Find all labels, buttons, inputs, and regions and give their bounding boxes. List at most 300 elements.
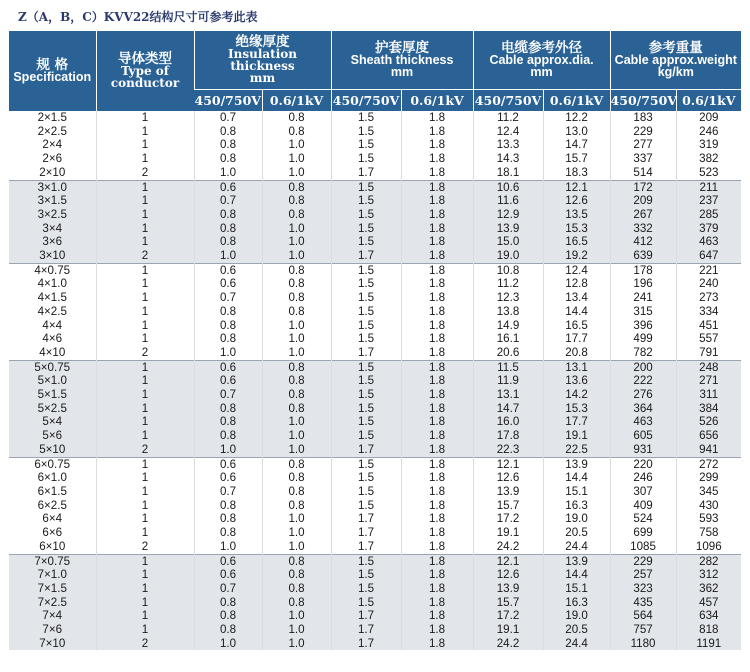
weight-450-750v-cell: 499 bbox=[610, 332, 676, 346]
weight-0.6-1kv-cell: 656 bbox=[676, 429, 741, 443]
sheath-450-750v-cell: 1.5 bbox=[331, 554, 401, 568]
diameter-450-750v-cell: 14.3 bbox=[473, 152, 543, 166]
conductor-type-cell: 1 bbox=[96, 512, 194, 526]
diameter-450-750v-cell: 19.1 bbox=[473, 623, 543, 637]
sheath-450-750v-cell: 1.7 bbox=[331, 609, 401, 623]
spec-cell: 3×6 bbox=[9, 235, 96, 249]
insulation-450-750v-cell: 0.8 bbox=[194, 526, 262, 540]
conductor-type-cell: 1 bbox=[96, 319, 194, 333]
table-row bbox=[9, 346, 741, 360]
weight-450-750v-cell: 782 bbox=[610, 346, 676, 360]
spec-cell: 7×4 bbox=[9, 609, 96, 623]
conductor-type-cell: 1 bbox=[96, 332, 194, 346]
table-row bbox=[9, 180, 741, 194]
table-row bbox=[9, 623, 741, 637]
table-row bbox=[9, 305, 741, 319]
diameter-0.6-1kv-cell: 14.4 bbox=[543, 471, 610, 485]
conductor-type-cell: 1 bbox=[96, 138, 194, 152]
insulation-0.6-1kv-cell: 0.8 bbox=[262, 305, 331, 319]
header-conductor-type: 导体类型 Type of conductor bbox=[96, 31, 194, 112]
insulation-450-750v-cell: 0.6 bbox=[194, 277, 262, 291]
table-title: Z（A，B，C）KVV22结构尺寸可参考此表 bbox=[18, 10, 258, 24]
sheath-450-750v-cell: 1.5 bbox=[331, 582, 401, 596]
weight-450-750v-cell: 200 bbox=[610, 360, 676, 374]
diameter-450-750v-cell: 11.2 bbox=[473, 277, 543, 291]
sheath-0.6-1kv-cell: 1.8 bbox=[401, 568, 473, 582]
sheath-450-750v-cell: 1.5 bbox=[331, 457, 401, 471]
diameter-0.6-1kv-cell: 12.8 bbox=[543, 277, 610, 291]
spec-cell: 2×1.5 bbox=[9, 111, 96, 125]
sheath-0.6-1kv-cell: 1.8 bbox=[401, 125, 473, 139]
insulation-450-750v-cell: 0.8 bbox=[194, 152, 262, 166]
diameter-450-750v-cell: 13.9 bbox=[473, 582, 543, 596]
weight-450-750v-cell: 699 bbox=[610, 526, 676, 540]
weight-0.6-1kv-cell: 362 bbox=[676, 582, 741, 596]
diameter-0.6-1kv: 0.6/1kV bbox=[543, 90, 610, 112]
sheath-0.6-1kv-cell: 1.8 bbox=[401, 540, 473, 554]
diameter-450-750v-cell: 10.6 bbox=[473, 180, 543, 194]
diameter-0.6-1kv-cell: 19.0 bbox=[543, 512, 610, 526]
sheath-0.6-1kv-cell: 1.8 bbox=[401, 485, 473, 499]
diameter-0.6-1kv-cell: 13.4 bbox=[543, 291, 610, 305]
table-row bbox=[9, 360, 741, 374]
insulation-450-750v-cell: 0.8 bbox=[194, 415, 262, 429]
insulation-0.6-1kv-cell: 0.8 bbox=[262, 194, 331, 208]
sheath-450-750v-cell: 1.5 bbox=[331, 388, 401, 402]
table-row bbox=[9, 637, 741, 651]
weight-0.6-1kv-cell: 463 bbox=[676, 235, 741, 249]
sheath-450-750v-cell: 1.5 bbox=[331, 402, 401, 416]
insulation-0.6-1kv-cell: 0.8 bbox=[262, 582, 331, 596]
weight-450-750v-cell: 307 bbox=[610, 485, 676, 499]
insulation-450-750v-cell: 0.7 bbox=[194, 485, 262, 499]
conductor-type-cell: 2 bbox=[96, 166, 194, 180]
spec-cell: 3×1.0 bbox=[9, 180, 96, 194]
spec-cell: 6×1.5 bbox=[9, 485, 96, 499]
diameter-450-750v-cell: 12.1 bbox=[473, 457, 543, 471]
insulation-0.6-1kv-cell: 1.0 bbox=[262, 332, 331, 346]
weight-0.6-1kv-cell: 282 bbox=[676, 554, 741, 568]
insulation-450-750v-cell: 0.6 bbox=[194, 554, 262, 568]
insulation-0.6-1kv-cell: 1.0 bbox=[262, 249, 331, 263]
sheath-450-750v-cell: 1.7 bbox=[331, 443, 401, 457]
diameter-450-750v-cell: 11.2 bbox=[473, 111, 543, 125]
insulation-450-750v-cell: 1.0 bbox=[194, 443, 262, 457]
insulation-0.6-1kv-cell: 0.8 bbox=[262, 125, 331, 139]
sheath-450-750v-cell: 1.5 bbox=[331, 263, 401, 277]
diameter-450-750v-cell: 11.6 bbox=[473, 194, 543, 208]
table-row bbox=[9, 319, 741, 333]
spec-cell: 7×0.75 bbox=[9, 554, 96, 568]
sheath-0.6-1kv-cell: 1.8 bbox=[401, 623, 473, 637]
sheath-0.6-1kv-cell: 1.8 bbox=[401, 263, 473, 277]
sheath-0.6-1kv-cell: 1.8 bbox=[401, 374, 473, 388]
insulation-0.6-1kv-cell: 0.8 bbox=[262, 554, 331, 568]
diameter-0.6-1kv-cell: 12.1 bbox=[543, 180, 610, 194]
diameter-0.6-1kv-cell: 13.6 bbox=[543, 374, 610, 388]
diameter-0.6-1kv-cell: 13.5 bbox=[543, 208, 610, 222]
conductor-type-cell: 1 bbox=[96, 111, 194, 125]
sheath-0.6-1kv-cell: 1.8 bbox=[401, 332, 473, 346]
diameter-0.6-1kv-cell: 18.3 bbox=[543, 166, 610, 180]
diameter-0.6-1kv-cell: 16.3 bbox=[543, 596, 610, 610]
insulation-450-750v-cell: 1.0 bbox=[194, 637, 262, 651]
spec-cell: 4×1.0 bbox=[9, 277, 96, 291]
table-row bbox=[9, 194, 741, 208]
weight-0.6-1kv-cell: 526 bbox=[676, 415, 741, 429]
weight-0.6-1kv-cell: 345 bbox=[676, 485, 741, 499]
insulation-0.6-1kv-cell: 1.0 bbox=[262, 623, 331, 637]
diameter-0.6-1kv-cell: 17.7 bbox=[543, 415, 610, 429]
table-row bbox=[9, 138, 741, 152]
sheath-0.6-1kv-cell: 1.8 bbox=[401, 138, 473, 152]
weight-450-750v-cell: 323 bbox=[610, 582, 676, 596]
conductor-type-cell: 1 bbox=[96, 360, 194, 374]
insulation-0.6-1kv-cell: 1.0 bbox=[262, 609, 331, 623]
diameter-450-750v-cell: 12.9 bbox=[473, 208, 543, 222]
conductor-type-cell: 1 bbox=[96, 499, 194, 513]
weight-0.6-1kv-cell: 457 bbox=[676, 596, 741, 610]
diameter-0.6-1kv-cell: 15.3 bbox=[543, 402, 610, 416]
diameter-0.6-1kv-cell: 12.6 bbox=[543, 194, 610, 208]
diameter-450-750v-cell: 22.3 bbox=[473, 443, 543, 457]
weight-0.6-1kv-cell: 557 bbox=[676, 332, 741, 346]
diameter-450-750v: 450/750V bbox=[473, 90, 543, 112]
weight-0.6-1kv-cell: 647 bbox=[676, 249, 741, 263]
diameter-450-750v-cell: 14.7 bbox=[473, 402, 543, 416]
spec-cell: 6×4 bbox=[9, 512, 96, 526]
conductor-type-cell: 1 bbox=[96, 582, 194, 596]
header-sheath: 护套厚度 Sheath thickness mm bbox=[331, 31, 473, 90]
insulation-450-750v-cell: 1.0 bbox=[194, 346, 262, 360]
insulation-0.6-1kv-cell: 0.8 bbox=[262, 471, 331, 485]
diameter-450-750v-cell: 11.9 bbox=[473, 374, 543, 388]
spec-cell: 3×1.5 bbox=[9, 194, 96, 208]
sheath-450-750v-cell: 1.5 bbox=[331, 374, 401, 388]
insulation-450-750v-cell: 0.6 bbox=[194, 471, 262, 485]
insulation-450-750v-cell: 0.8 bbox=[194, 596, 262, 610]
weight-0.6-1kv-cell: 312 bbox=[676, 568, 741, 582]
spec-cell: 4×4 bbox=[9, 319, 96, 333]
table-row bbox=[9, 249, 741, 263]
conductor-type-cell: 1 bbox=[96, 415, 194, 429]
weight-450-750v-cell: 276 bbox=[610, 388, 676, 402]
insulation-450-750v-cell: 0.8 bbox=[194, 125, 262, 139]
sheath-450-750v-cell: 1.7 bbox=[331, 512, 401, 526]
diameter-450-750v-cell: 12.6 bbox=[473, 568, 543, 582]
spec-cell: 4×1.5 bbox=[9, 291, 96, 305]
insulation-450-750v-cell: 0.8 bbox=[194, 138, 262, 152]
diameter-450-750v-cell: 10.8 bbox=[473, 263, 543, 277]
conductor-type-cell: 1 bbox=[96, 125, 194, 139]
insulation-0.6-1kv-cell: 0.8 bbox=[262, 388, 331, 402]
weight-450-750v-cell: 1085 bbox=[610, 540, 676, 554]
diameter-450-750v-cell: 24.2 bbox=[473, 637, 543, 651]
diameter-450-750v-cell: 24.2 bbox=[473, 540, 543, 554]
table-row bbox=[9, 235, 741, 249]
insulation-450-750v-cell: 1.0 bbox=[194, 249, 262, 263]
weight-0.6-1kv-cell: 285 bbox=[676, 208, 741, 222]
insulation-0.6-1kv-cell: 1.0 bbox=[262, 152, 331, 166]
sheath-0.6-1kv-cell: 1.8 bbox=[401, 388, 473, 402]
weight-0.6-1kv-cell: 758 bbox=[676, 526, 741, 540]
table-body bbox=[9, 111, 741, 650]
weight-450-750v-cell: 364 bbox=[610, 402, 676, 416]
weight-450-750v-cell: 1180 bbox=[610, 637, 676, 651]
sheath-0.6-1kv-cell: 1.8 bbox=[401, 402, 473, 416]
sheath-0.6-1kv-cell: 1.8 bbox=[401, 222, 473, 236]
weight-0.6-1kv-cell: 941 bbox=[676, 443, 741, 457]
sheath-0.6-1kv-cell: 1.8 bbox=[401, 609, 473, 623]
diameter-450-750v-cell: 12.6 bbox=[473, 471, 543, 485]
conductor-type-cell: 1 bbox=[96, 623, 194, 637]
sheath-450-750v-cell: 1.5 bbox=[331, 596, 401, 610]
sheath-0.6-1kv-cell: 1.8 bbox=[401, 180, 473, 194]
conductor-type-cell: 1 bbox=[96, 596, 194, 610]
conductor-type-cell: 1 bbox=[96, 235, 194, 249]
spec-cell: 2×6 bbox=[9, 152, 96, 166]
spec-cell: 6×1.0 bbox=[9, 471, 96, 485]
weight-450-750v-cell: 246 bbox=[610, 471, 676, 485]
insulation-0.6-1kv-cell: 0.8 bbox=[262, 208, 331, 222]
sheath-450-750v-cell: 1.5 bbox=[331, 277, 401, 291]
table-row bbox=[9, 568, 741, 582]
insulation-450-750v-cell: 0.6 bbox=[194, 263, 262, 277]
weight-0.6-1kv-cell: 791 bbox=[676, 346, 741, 360]
diameter-450-750v-cell: 13.3 bbox=[473, 138, 543, 152]
weight-0.6-1kv-cell: 237 bbox=[676, 194, 741, 208]
weight-450-750v-cell: 463 bbox=[610, 415, 676, 429]
diameter-450-750v-cell: 15.7 bbox=[473, 499, 543, 513]
insulation-450-750v-cell: 0.8 bbox=[194, 319, 262, 333]
diameter-450-750v-cell: 19.0 bbox=[473, 249, 543, 263]
table-row bbox=[9, 166, 741, 180]
sheath-450-750v-cell: 1.7 bbox=[331, 526, 401, 540]
spec-cell: 5×4 bbox=[9, 415, 96, 429]
weight-450-750v: 450/750V bbox=[610, 90, 676, 112]
insulation-450-750v-cell: 0.7 bbox=[194, 582, 262, 596]
diameter-0.6-1kv-cell: 16.5 bbox=[543, 235, 610, 249]
spec-cell: 6×0.75 bbox=[9, 457, 96, 471]
table-row bbox=[9, 457, 741, 471]
weight-0.6-1kv-cell: 240 bbox=[676, 277, 741, 291]
weight-0.6-1kv-cell: 211 bbox=[676, 180, 741, 194]
table-row bbox=[9, 388, 741, 402]
spec-cell: 7×1.5 bbox=[9, 582, 96, 596]
insulation-450-750v-cell: 0.8 bbox=[194, 609, 262, 623]
weight-450-750v-cell: 931 bbox=[610, 443, 676, 457]
insulation-0.6-1kv-cell: 0.8 bbox=[262, 277, 331, 291]
insulation-0.6-1kv-cell: 0.8 bbox=[262, 360, 331, 374]
diameter-450-750v-cell: 13.9 bbox=[473, 485, 543, 499]
weight-450-750v-cell: 178 bbox=[610, 263, 676, 277]
weight-450-750v-cell: 757 bbox=[610, 623, 676, 637]
weight-0.6-1kv-cell: 248 bbox=[676, 360, 741, 374]
weight-0.6-1kv-cell: 334 bbox=[676, 305, 741, 319]
weight-0.6-1kv-cell: 271 bbox=[676, 374, 741, 388]
diameter-0.6-1kv-cell: 20.5 bbox=[543, 526, 610, 540]
table-row bbox=[9, 208, 741, 222]
spec-cell: 5×10 bbox=[9, 443, 96, 457]
weight-0.6-1kv-cell: 384 bbox=[676, 402, 741, 416]
conductor-type-cell: 1 bbox=[96, 457, 194, 471]
weight-450-750v-cell: 435 bbox=[610, 596, 676, 610]
weight-450-750v-cell: 337 bbox=[610, 152, 676, 166]
insulation-0.6-1kv-cell: 1.0 bbox=[262, 235, 331, 249]
conductor-type-cell: 1 bbox=[96, 429, 194, 443]
insulation-450-750v-cell: 0.6 bbox=[194, 568, 262, 582]
sheath-450-750v-cell: 1.5 bbox=[331, 291, 401, 305]
weight-450-750v-cell: 257 bbox=[610, 568, 676, 582]
spec-cell: 7×2.5 bbox=[9, 596, 96, 610]
weight-450-750v-cell: 229 bbox=[610, 554, 676, 568]
table-row bbox=[9, 111, 741, 125]
weight-450-750v-cell: 315 bbox=[610, 305, 676, 319]
sheath-450-750v-cell: 1.5 bbox=[331, 305, 401, 319]
sheath-0.6-1kv-cell: 1.8 bbox=[401, 249, 473, 263]
diameter-450-750v-cell: 12.3 bbox=[473, 291, 543, 305]
table-row bbox=[9, 609, 741, 623]
insulation-0.6-1kv-cell: 0.8 bbox=[262, 485, 331, 499]
weight-450-750v-cell: 222 bbox=[610, 374, 676, 388]
table-row bbox=[9, 512, 741, 526]
spec-cell: 4×2.5 bbox=[9, 305, 96, 319]
sheath-450-750v-cell: 1.5 bbox=[331, 319, 401, 333]
sheath-0.6-1kv-cell: 1.8 bbox=[401, 512, 473, 526]
weight-450-750v-cell: 514 bbox=[610, 166, 676, 180]
insulation-450-750v-cell: 0.6 bbox=[194, 457, 262, 471]
diameter-0.6-1kv-cell: 16.5 bbox=[543, 319, 610, 333]
spec-cell: 5×6 bbox=[9, 429, 96, 443]
insulation-0.6-1kv-cell: 1.0 bbox=[262, 222, 331, 236]
weight-450-750v-cell: 605 bbox=[610, 429, 676, 443]
diameter-0.6-1kv-cell: 13.9 bbox=[543, 554, 610, 568]
spec-table bbox=[9, 30, 741, 650]
insulation-0.6-1kv-cell: 1.0 bbox=[262, 415, 331, 429]
insulation-0.6-1kv-cell: 1.0 bbox=[262, 512, 331, 526]
insulation-450-750v-cell: 0.8 bbox=[194, 305, 262, 319]
insulation-0.6-1kv-cell: 1.0 bbox=[262, 138, 331, 152]
insulation-0.6-1kv-cell: 0.8 bbox=[262, 291, 331, 305]
diameter-0.6-1kv-cell: 13.9 bbox=[543, 457, 610, 471]
header-row bbox=[9, 31, 741, 90]
diameter-0.6-1kv-cell: 14.2 bbox=[543, 388, 610, 402]
conductor-type-cell: 1 bbox=[96, 388, 194, 402]
sheath-0.6-1kv-cell: 1.8 bbox=[401, 152, 473, 166]
weight-0.6-1kv-cell: 382 bbox=[676, 152, 741, 166]
weight-0.6-1kv-cell: 272 bbox=[676, 457, 741, 471]
diameter-0.6-1kv-cell: 14.4 bbox=[543, 568, 610, 582]
weight-450-750v-cell: 183 bbox=[610, 111, 676, 125]
diameter-450-750v-cell: 17.2 bbox=[473, 609, 543, 623]
diameter-450-750v-cell: 12.1 bbox=[473, 554, 543, 568]
conductor-type-cell: 1 bbox=[96, 208, 194, 222]
table-row bbox=[9, 402, 741, 416]
insulation-450-750v-cell: 0.6 bbox=[194, 374, 262, 388]
sheath-450-750v-cell: 1.5 bbox=[331, 180, 401, 194]
sheath-0.6-1kv-cell: 1.8 bbox=[401, 111, 473, 125]
weight-450-750v-cell: 412 bbox=[610, 235, 676, 249]
insulation-0.6-1kv-cell: 1.0 bbox=[262, 637, 331, 651]
diameter-0.6-1kv-cell: 19.0 bbox=[543, 609, 610, 623]
weight-450-750v-cell: 220 bbox=[610, 457, 676, 471]
header-spec: 规 格 Specification bbox=[9, 31, 96, 112]
weight-450-750v-cell: 409 bbox=[610, 499, 676, 513]
insulation-450-750v-cell: 0.8 bbox=[194, 512, 262, 526]
sheath-450-750v-cell: 1.5 bbox=[331, 429, 401, 443]
sheath-0.6-1kv-cell: 1.8 bbox=[401, 526, 473, 540]
weight-450-750v-cell: 209 bbox=[610, 194, 676, 208]
diameter-0.6-1kv-cell: 19.1 bbox=[543, 429, 610, 443]
sheath-0.6-1kv-cell: 1.8 bbox=[401, 471, 473, 485]
table-row bbox=[9, 540, 741, 554]
sheath-0.6-1kv-cell: 1.8 bbox=[401, 166, 473, 180]
weight-0.6-1kv-cell: 246 bbox=[676, 125, 741, 139]
weight-0.6-1kv-cell: 430 bbox=[676, 499, 741, 513]
conductor-type-cell: 1 bbox=[96, 485, 194, 499]
sheath-450-750v-cell: 1.5 bbox=[331, 360, 401, 374]
insulation-0.6-1kv-cell: 0.8 bbox=[262, 499, 331, 513]
sheath-450-750v-cell: 1.5 bbox=[331, 222, 401, 236]
sheath-0.6-1kv-cell: 1.8 bbox=[401, 208, 473, 222]
spec-cell: 5×1.5 bbox=[9, 388, 96, 402]
conductor-type-cell: 1 bbox=[96, 471, 194, 485]
conductor-type-cell: 1 bbox=[96, 222, 194, 236]
weight-0.6-1kv-cell: 379 bbox=[676, 222, 741, 236]
table-row bbox=[9, 152, 741, 166]
spec-cell: 3×2.5 bbox=[9, 208, 96, 222]
conductor-type-cell: 2 bbox=[96, 249, 194, 263]
conductor-type-cell: 1 bbox=[96, 277, 194, 291]
sheath-0.6-1kv-cell: 1.8 bbox=[401, 554, 473, 568]
diameter-450-750v-cell: 15.7 bbox=[473, 596, 543, 610]
spec-cell: 4×10 bbox=[9, 346, 96, 360]
insulation-0.6-1kv-cell: 1.0 bbox=[262, 319, 331, 333]
sheath-0.6-1kv-cell: 1.8 bbox=[401, 291, 473, 305]
spec-cell: 5×2.5 bbox=[9, 402, 96, 416]
sheath-0.6-1kv-cell: 1.8 bbox=[401, 499, 473, 513]
insulation-0.6-1kv-cell: 0.8 bbox=[262, 111, 331, 125]
table-row bbox=[9, 277, 741, 291]
sheath-0.6-1kv-cell: 1.8 bbox=[401, 194, 473, 208]
weight-0.6-1kv-cell: 273 bbox=[676, 291, 741, 305]
header-insulation: 绝缘厚度 Insulation thickness mm bbox=[194, 31, 331, 90]
sheath-0.6-1kv-cell: 1.8 bbox=[401, 596, 473, 610]
table-row bbox=[9, 582, 741, 596]
table-row bbox=[9, 332, 741, 346]
diameter-450-750v-cell: 16.0 bbox=[473, 415, 543, 429]
sheath-450-750v-cell: 1.5 bbox=[331, 111, 401, 125]
sheath-0.6-1kv-cell: 1.8 bbox=[401, 582, 473, 596]
insulation-450-750v-cell: 0.8 bbox=[194, 623, 262, 637]
diameter-0.6-1kv-cell: 15.1 bbox=[543, 485, 610, 499]
weight-0.6-1kv-cell: 451 bbox=[676, 319, 741, 333]
sheath-450-750v-cell: 1.7 bbox=[331, 166, 401, 180]
table-row bbox=[9, 554, 741, 568]
diameter-0.6-1kv-cell: 14.4 bbox=[543, 305, 610, 319]
conductor-type-cell: 1 bbox=[96, 568, 194, 582]
sheath-0.6-1kv-cell: 1.8 bbox=[401, 305, 473, 319]
weight-450-750v-cell: 332 bbox=[610, 222, 676, 236]
sheath-0.6-1kv-cell: 1.8 bbox=[401, 360, 473, 374]
insulation-0.6-1kv-cell: 0.8 bbox=[262, 374, 331, 388]
conductor-type-cell: 2 bbox=[96, 346, 194, 360]
insulation-0.6-1kv: 0.6/1kV bbox=[262, 90, 331, 112]
sheath-450-750v-cell: 1.5 bbox=[331, 152, 401, 166]
table-row bbox=[9, 596, 741, 610]
insulation-0.6-1kv-cell: 0.8 bbox=[262, 568, 331, 582]
insulation-450-750v-cell: 0.7 bbox=[194, 194, 262, 208]
